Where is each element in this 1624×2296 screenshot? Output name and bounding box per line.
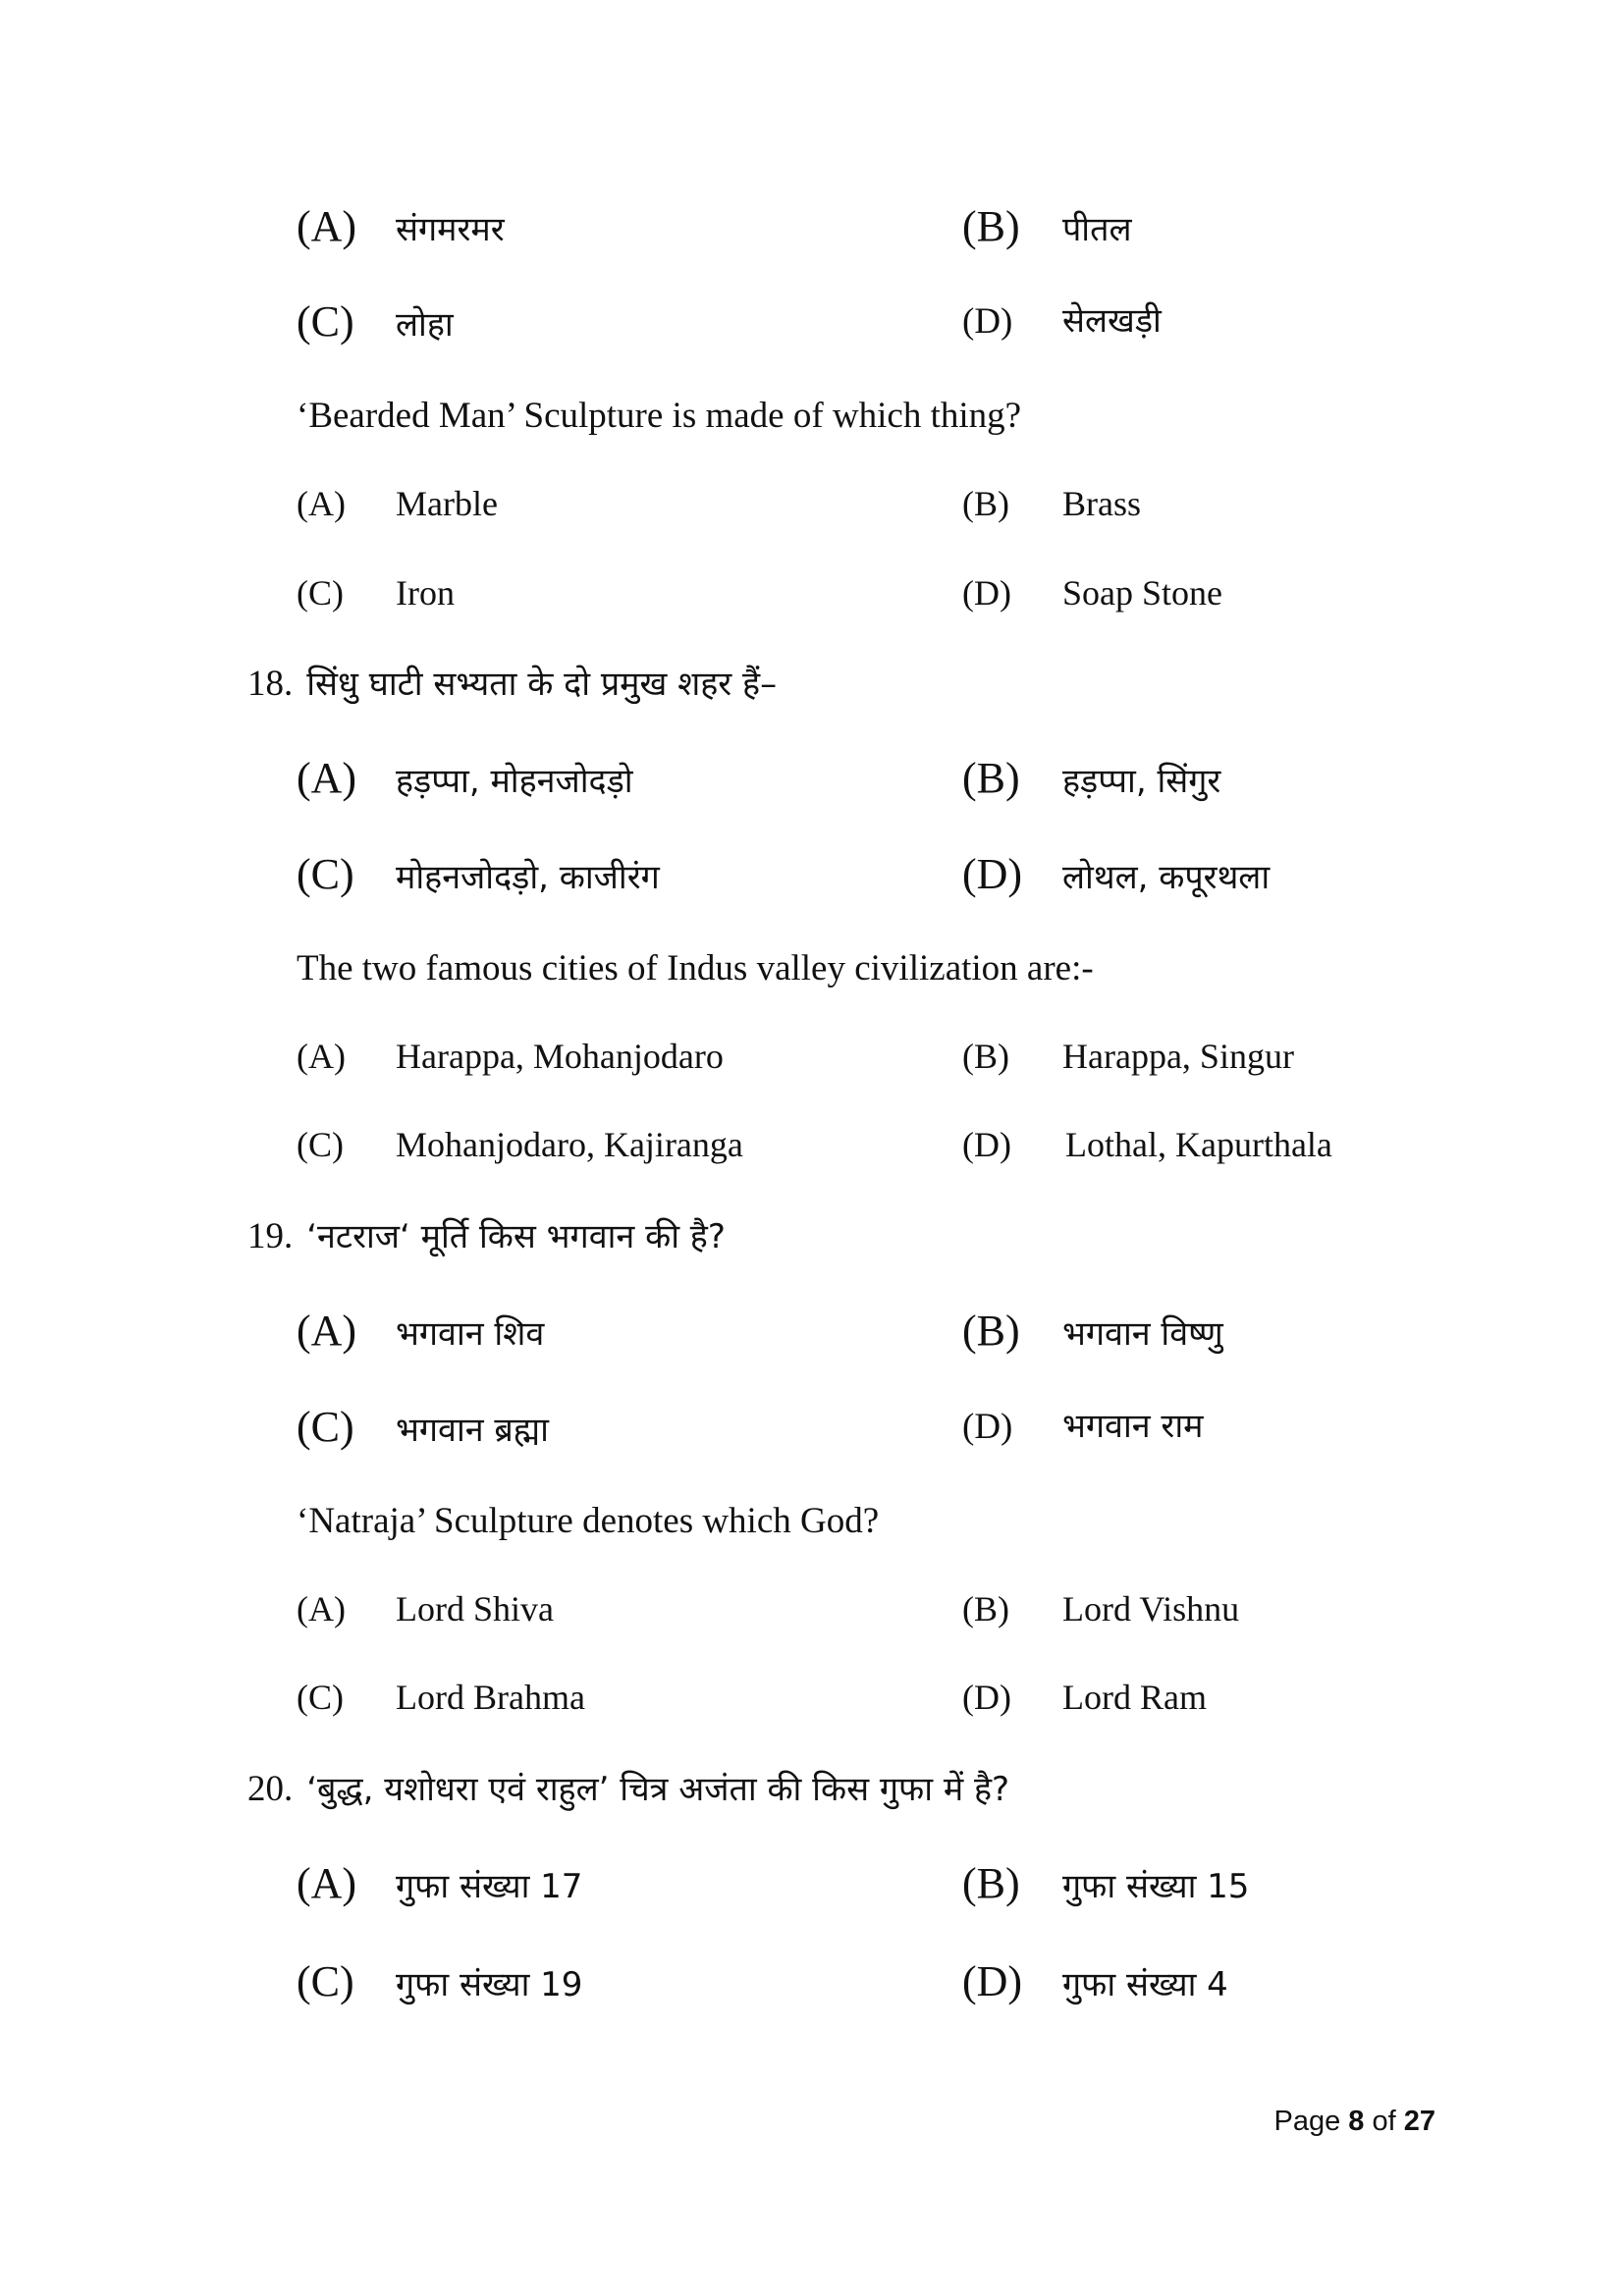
option-row: [0, 849, 1624, 908]
question-number: 18.: [247, 664, 294, 704]
option-row: [0, 1306, 1624, 1364]
option-text: लोथल, कपूरथला: [1062, 858, 1271, 897]
option-row: [0, 753, 1624, 812]
option-text: मोहनजोदड़ो, काजीरंग: [396, 858, 660, 897]
question-text-en: ‘Natraja’ Sculpture denotes which God?: [297, 1501, 880, 1541]
option-text: हड़प्पा, सिंगुर: [1062, 762, 1221, 801]
option-row: [0, 1036, 1624, 1095]
option-text: Iron: [396, 573, 455, 613]
option-text: भगवान शिव: [396, 1314, 545, 1354]
option-row: [0, 1956, 1624, 2015]
option-text: Marble: [396, 484, 498, 523]
option-label: (B): [962, 1859, 1020, 1907]
option-label: (C): [297, 1403, 354, 1451]
option-row: [0, 296, 1624, 355]
option-label: (A): [297, 202, 357, 250]
question-hi: [247, 1765, 1009, 1810]
option-label: (D): [962, 850, 1023, 898]
option-row: [0, 483, 1624, 542]
question-text-en: The two famous cities of Indus valley civilization are:-: [297, 948, 1094, 988]
option-row: [0, 1588, 1624, 1647]
option-label: (C): [297, 297, 354, 346]
option-text: Soap Stone: [1062, 573, 1223, 613]
option-label: (C): [297, 1125, 344, 1164]
question-text-hi: सिंधु घाटी सभ्यता के दो प्रमुख शहर हैं–: [306, 665, 778, 704]
option-row: [0, 1402, 1624, 1461]
footer-prefix: Page: [1273, 2106, 1349, 2137]
option-label: (A): [297, 754, 357, 802]
option-text: संगमरमर: [396, 210, 505, 249]
option-text: पीतल: [1062, 210, 1132, 249]
option-text: Brass: [1062, 484, 1141, 523]
question-hi: [247, 660, 777, 705]
option-row: [0, 1677, 1624, 1735]
option-label: (A): [297, 1589, 346, 1629]
option-label: (A): [297, 1307, 357, 1355]
footer-total-pages: 27: [1403, 2106, 1435, 2137]
option-label: (B): [962, 202, 1020, 250]
option-text: गुफा संख्या 4: [1062, 1965, 1228, 2004]
option-label: (C): [297, 1957, 354, 2005]
option-label: (D): [962, 1407, 1013, 1447]
option-label: (C): [297, 1678, 344, 1717]
option-label: (D): [962, 301, 1013, 342]
footer-current-page: 8: [1348, 2106, 1365, 2137]
option-text: Mohanjodaro, Kajiranga: [396, 1125, 743, 1164]
footer-middle: of: [1364, 2106, 1404, 2137]
option-label: (B): [962, 484, 1009, 523]
page-number-footer: [1273, 2106, 1435, 2138]
option-text: Lord Brahma: [396, 1678, 585, 1717]
option-text: भगवान विष्णु: [1062, 1314, 1223, 1354]
option-text: Harappa, Singur: [1062, 1037, 1294, 1076]
option-text: हड़प्पा, मोहनजोदड़ो: [396, 762, 633, 801]
question-text-hi: ‘नटराज‘ मूर्ति किस भगवान की है?: [306, 1217, 726, 1256]
option-text: गुफा संख्या 15: [1062, 1867, 1250, 1906]
option-label: (B): [962, 1037, 1009, 1076]
option-text: गुफा संख्या 17: [396, 1867, 583, 1906]
option-label: (C): [297, 573, 344, 613]
option-row: [0, 201, 1624, 260]
option-label: (D): [962, 573, 1011, 613]
option-text: Lord Vishnu: [1062, 1589, 1240, 1629]
option-label: (A): [297, 484, 346, 523]
option-text: Lord Ram: [1062, 1678, 1207, 1717]
option-label: (A): [297, 1859, 357, 1907]
option-label: (B): [962, 1589, 1009, 1629]
option-text: Harappa, Mohanjodaro: [396, 1037, 724, 1076]
option-text: भगवान ब्रह्मा: [396, 1411, 549, 1450]
question-hi: [247, 1212, 726, 1257]
option-text: भगवान राम: [1062, 1407, 1204, 1446]
option-label: (D): [962, 1125, 1011, 1164]
question-text-en: ‘Bearded Man’ Sculpture is made of which thing?: [297, 396, 1022, 436]
option-row: [0, 1858, 1624, 1917]
option-text: Lothal, Kapurthala: [1065, 1125, 1332, 1164]
option-row: [0, 572, 1624, 631]
option-label: (D): [962, 1678, 1011, 1717]
option-text: Lord Shiva: [396, 1589, 554, 1629]
option-text: गुफा संख्या 19: [396, 1965, 583, 2004]
question-number: 19.: [247, 1216, 294, 1256]
option-label: (D): [962, 1957, 1023, 2005]
question-number: 20.: [247, 1769, 294, 1809]
option-label: (B): [962, 1307, 1020, 1355]
option-label: (A): [297, 1037, 346, 1076]
question-text-hi: ‘बुद्ध, यशोधरा एवं राहुल’ चित्र अजंता की किस गुफा में है?: [306, 1770, 1010, 1809]
option-label: (C): [297, 850, 354, 898]
option-text: सेलखड़ी: [1062, 301, 1162, 341]
option-row: [0, 1124, 1624, 1183]
option-label: (B): [962, 754, 1020, 802]
option-text: लोहा: [396, 305, 454, 345]
